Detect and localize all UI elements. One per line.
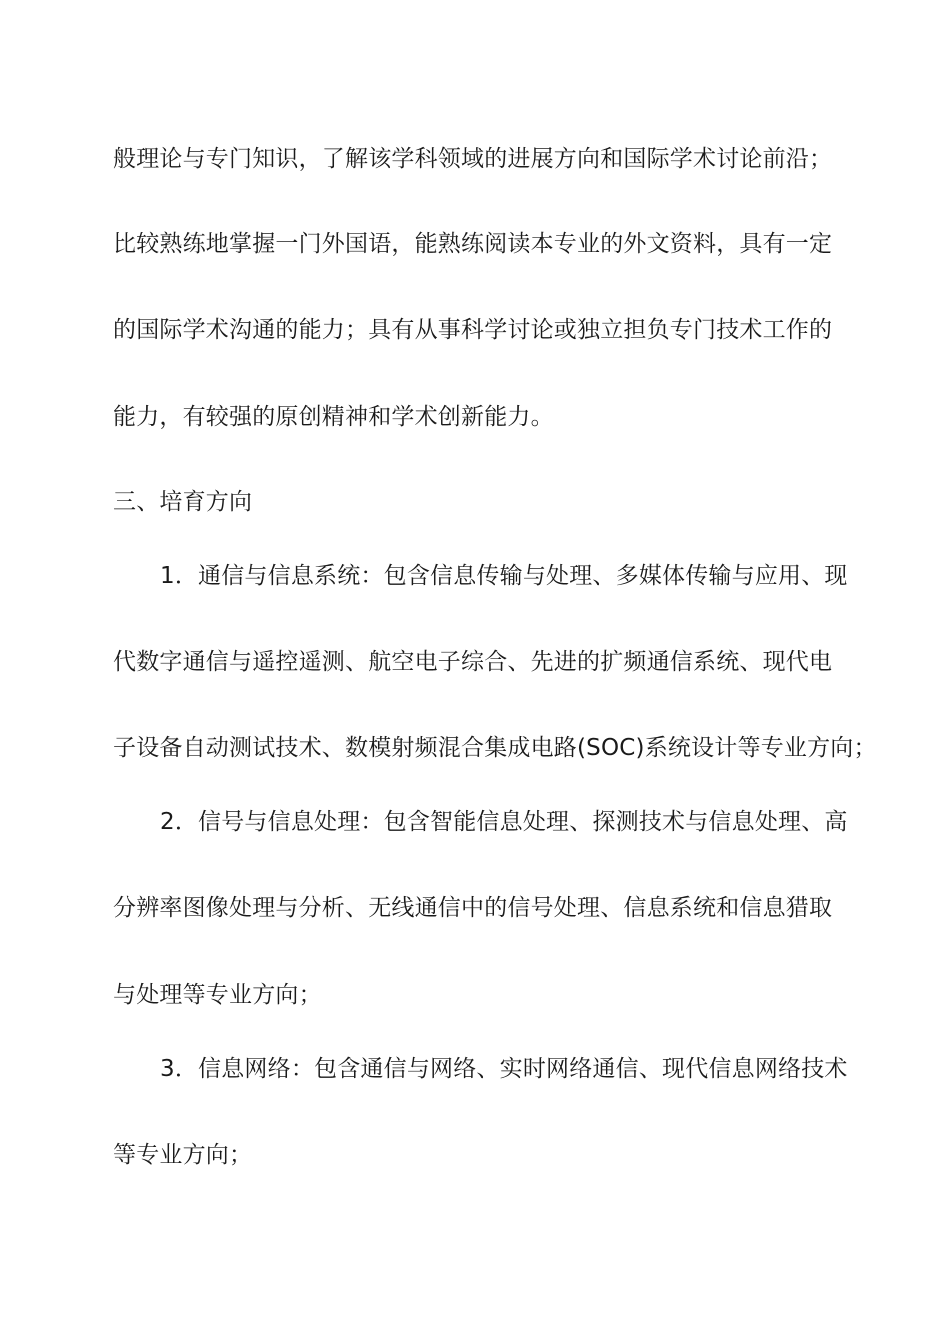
item-3-line-2: 等专业方向； [113,1142,253,1168]
item-2-line-3: 与处理等专业方向； [113,982,322,1008]
item-2-line-2: 分辨率图像处理与分析、无线通信中的信号处理、信息系统和信息猎取 [113,895,833,921]
item-1-line-2: 代数字通信与遥控遥测、航空电子综合、先进的扩频通信系统、现代电 [113,649,833,675]
item-1-line-1: 1．通信与信息系统：包含信息传输与处理、多媒体传输与应用、现 [160,563,848,589]
paragraph-line: 能力，有较强的原创精神和学术创新能力。 [113,404,554,430]
section-heading: 三、培育方向 [113,489,253,515]
paragraph-line: 的国际学术沟通的能力；具有从事科学讨论或独立担负专门技术工作的 [113,317,833,343]
paragraph-line: 比较熟练地掌握一门外国语，能熟练阅读本专业的外文资料，具有一定 [113,231,833,257]
item-3-line-1: 3．信息网络：包含通信与网络、实时网络通信、现代信息网络技术 [160,1056,848,1082]
paragraph-line: 般理论与专门知识，了解该学科领域的进展方向和国际学术讨论前沿； [113,146,833,172]
item-1-line-3: 子设备自动测试技术、数模射频混合集成电路(SOC)系统设计等专业方向； [113,735,877,761]
item-2-line-1: 2．信号与信息处理：包含智能信息处理、探测技术与信息处理、高 [160,809,848,835]
